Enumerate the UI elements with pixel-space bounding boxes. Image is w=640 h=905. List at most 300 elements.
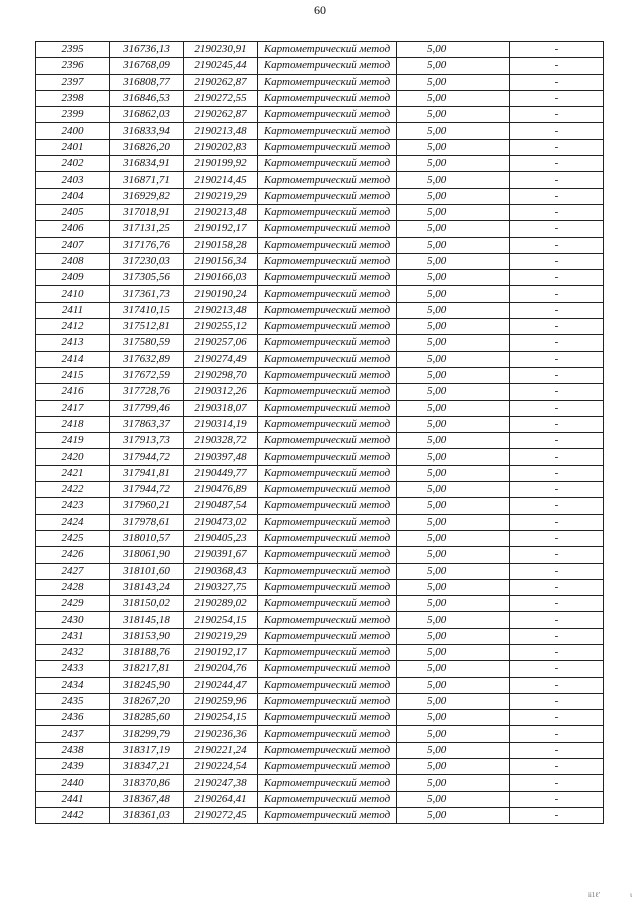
y-coordinate-cell: 2190199,92 [184, 156, 258, 172]
page-number: 60 [314, 3, 326, 17]
method-cell: Картометрический метод [258, 139, 397, 155]
x-coordinate-cell: 317131,25 [110, 221, 184, 237]
y-coordinate-cell: 2190487,54 [184, 498, 258, 514]
accuracy-cell: 5,00 [397, 677, 510, 693]
y-coordinate-cell: 2190262,87 [184, 74, 258, 90]
method-cell: Картометрический метод [258, 579, 397, 595]
accuracy-cell: 5,00 [397, 139, 510, 155]
method-cell: Картометрический метод [258, 90, 397, 106]
x-coordinate-cell: 316808,77 [110, 74, 184, 90]
x-coordinate-cell: 317944,72 [110, 482, 184, 498]
x-coordinate-cell: 317944,72 [110, 449, 184, 465]
point-number-cell: 2406 [36, 221, 110, 237]
method-cell: Картометрический метод [258, 253, 397, 269]
description-cell: - [510, 172, 604, 188]
method-cell: Картометрический метод [258, 367, 397, 383]
x-coordinate-cell: 318145,18 [110, 612, 184, 628]
table-row [36, 270, 604, 286]
description-cell: - [510, 596, 604, 612]
table-row [36, 775, 604, 791]
point-number-cell: 2418 [36, 416, 110, 432]
accuracy-cell: 5,00 [397, 172, 510, 188]
point-number-cell: 2440 [36, 775, 110, 791]
y-coordinate-cell: 2190202,83 [184, 139, 258, 155]
method-cell: Картометрический метод [258, 58, 397, 74]
y-coordinate-cell: 2190391,67 [184, 547, 258, 563]
description-cell: - [510, 612, 604, 628]
x-coordinate-cell: 318367,48 [110, 791, 184, 807]
accuracy-cell: 5,00 [397, 775, 510, 791]
footer-mark-2: ι [630, 891, 632, 899]
method-cell: Картометрический метод [258, 710, 397, 726]
accuracy-cell: 5,00 [397, 644, 510, 660]
table-row [36, 726, 604, 742]
method-cell: Картометрический метод [258, 775, 397, 791]
y-coordinate-cell: 2190298,70 [184, 367, 258, 383]
method-cell: Картометрический метод [258, 596, 397, 612]
point-number-cell: 2420 [36, 449, 110, 465]
accuracy-cell: 5,00 [397, 726, 510, 742]
description-cell: - [510, 579, 604, 595]
table-row [36, 530, 604, 546]
method-cell: Картометрический метод [258, 221, 397, 237]
description-cell: - [510, 433, 604, 449]
method-cell: Картометрический метод [258, 351, 397, 367]
x-coordinate-cell: 317941,81 [110, 465, 184, 481]
method-cell: Картометрический метод [258, 693, 397, 709]
accuracy-cell: 5,00 [397, 74, 510, 90]
y-coordinate-cell: 2190312,26 [184, 384, 258, 400]
method-cell: Картометрический метод [258, 237, 397, 253]
point-number-cell: 2411 [36, 302, 110, 318]
method-cell: Картометрический метод [258, 156, 397, 172]
x-coordinate-cell: 316834,91 [110, 156, 184, 172]
point-number-cell: 2434 [36, 677, 110, 693]
y-coordinate-cell: 2190219,29 [184, 628, 258, 644]
y-coordinate-cell: 2190192,17 [184, 644, 258, 660]
x-coordinate-cell: 317176,76 [110, 237, 184, 253]
point-number-cell: 2415 [36, 367, 110, 383]
description-cell: - [510, 42, 604, 58]
table-row [36, 156, 604, 172]
table-row [36, 384, 604, 400]
table-row [36, 58, 604, 74]
accuracy-cell: 5,00 [397, 498, 510, 514]
x-coordinate-cell: 317632,89 [110, 351, 184, 367]
method-cell: Картометрический метод [258, 482, 397, 498]
table-row [36, 286, 604, 302]
description-cell: - [510, 710, 604, 726]
method-cell: Картометрический метод [258, 465, 397, 481]
table-row [36, 449, 604, 465]
accuracy-cell: 5,00 [397, 482, 510, 498]
y-coordinate-cell: 2190397,48 [184, 449, 258, 465]
y-coordinate-cell: 2190214,45 [184, 172, 258, 188]
method-cell: Картометрический метод [258, 742, 397, 758]
accuracy-cell: 5,00 [397, 579, 510, 595]
table-row [36, 416, 604, 432]
description-cell: - [510, 449, 604, 465]
description-cell: - [510, 384, 604, 400]
y-coordinate-cell: 2190230,91 [184, 42, 258, 58]
table-body [36, 42, 604, 824]
point-number-cell: 2424 [36, 514, 110, 530]
accuracy-cell: 5,00 [397, 270, 510, 286]
accuracy-cell: 5,00 [397, 563, 510, 579]
y-coordinate-cell: 2190449,77 [184, 465, 258, 481]
point-number-cell: 2421 [36, 465, 110, 481]
x-coordinate-cell: 318101,60 [110, 563, 184, 579]
method-cell: Картометрический метод [258, 319, 397, 335]
accuracy-cell: 5,00 [397, 514, 510, 530]
description-cell: - [510, 270, 604, 286]
x-coordinate-cell: 318153,90 [110, 628, 184, 644]
description-cell: - [510, 677, 604, 693]
description-cell: - [510, 530, 604, 546]
table-row [36, 693, 604, 709]
y-coordinate-cell: 2190204,76 [184, 661, 258, 677]
table-row [36, 759, 604, 775]
point-number-cell: 2399 [36, 107, 110, 123]
description-cell: - [510, 726, 604, 742]
table-row [36, 42, 604, 58]
description-cell: - [510, 514, 604, 530]
point-number-cell: 2414 [36, 351, 110, 367]
accuracy-cell: 5,00 [397, 547, 510, 563]
table-row [36, 498, 604, 514]
accuracy-cell: 5,00 [397, 530, 510, 546]
x-coordinate-cell: 318245,90 [110, 677, 184, 693]
table-row [36, 172, 604, 188]
table-row [36, 139, 604, 155]
accuracy-cell: 5,00 [397, 742, 510, 758]
x-coordinate-cell: 316826,20 [110, 139, 184, 155]
x-coordinate-cell: 317960,21 [110, 498, 184, 514]
table-row [36, 90, 604, 106]
description-cell: - [510, 400, 604, 416]
accuracy-cell: 5,00 [397, 335, 510, 351]
method-cell: Картометрический метод [258, 759, 397, 775]
description-cell: - [510, 775, 604, 791]
table-row [36, 644, 604, 660]
accuracy-cell: 5,00 [397, 123, 510, 139]
description-cell: - [510, 221, 604, 237]
table-row [36, 107, 604, 123]
accuracy-cell: 5,00 [397, 253, 510, 269]
table-row [36, 302, 604, 318]
accuracy-cell: 5,00 [397, 107, 510, 123]
description-cell: - [510, 416, 604, 432]
point-number-cell: 2437 [36, 726, 110, 742]
y-coordinate-cell: 2190156,34 [184, 253, 258, 269]
y-coordinate-cell: 2190166,03 [184, 270, 258, 286]
table-row [36, 335, 604, 351]
y-coordinate-cell: 2190213,48 [184, 204, 258, 220]
method-cell: Картометрический метод [258, 107, 397, 123]
table-row [36, 661, 604, 677]
x-coordinate-cell: 318299,79 [110, 726, 184, 742]
method-cell: Картометрический метод [258, 416, 397, 432]
table-row [36, 237, 604, 253]
x-coordinate-cell: 317799,46 [110, 400, 184, 416]
y-coordinate-cell: 2190328,72 [184, 433, 258, 449]
x-coordinate-cell: 316833,94 [110, 123, 184, 139]
x-coordinate-cell: 316929,82 [110, 188, 184, 204]
accuracy-cell: 5,00 [397, 433, 510, 449]
x-coordinate-cell: 318347,21 [110, 759, 184, 775]
y-coordinate-cell: 2190221,24 [184, 742, 258, 758]
point-number-cell: 2427 [36, 563, 110, 579]
description-cell: - [510, 302, 604, 318]
description-cell: - [510, 563, 604, 579]
accuracy-cell: 5,00 [397, 449, 510, 465]
description-cell: - [510, 204, 604, 220]
y-coordinate-cell: 2190405,23 [184, 530, 258, 546]
accuracy-cell: 5,00 [397, 90, 510, 106]
accuracy-cell: 5,00 [397, 156, 510, 172]
x-coordinate-cell: 317230,03 [110, 253, 184, 269]
description-cell: - [510, 547, 604, 563]
description-cell: - [510, 465, 604, 481]
method-cell: Картометрический метод [258, 204, 397, 220]
method-cell: Картометрический метод [258, 335, 397, 351]
accuracy-cell: 5,00 [397, 384, 510, 400]
table-row [36, 612, 604, 628]
y-coordinate-cell: 2190259,96 [184, 693, 258, 709]
description-cell: - [510, 759, 604, 775]
point-number-cell: 2425 [36, 530, 110, 546]
method-cell: Картометрический метод [258, 74, 397, 90]
table-row [36, 188, 604, 204]
point-number-cell: 2416 [36, 384, 110, 400]
accuracy-cell: 5,00 [397, 204, 510, 220]
y-coordinate-cell: 2190245,44 [184, 58, 258, 74]
y-coordinate-cell: 2190289,02 [184, 596, 258, 612]
x-coordinate-cell: 318370,86 [110, 775, 184, 791]
accuracy-cell: 5,00 [397, 237, 510, 253]
accuracy-cell: 5,00 [397, 612, 510, 628]
accuracy-cell: 5,00 [397, 221, 510, 237]
accuracy-cell: 5,00 [397, 596, 510, 612]
method-cell: Картометрический метод [258, 791, 397, 807]
x-coordinate-cell: 318188,76 [110, 644, 184, 660]
method-cell: Картометрический метод [258, 547, 397, 563]
description-cell: - [510, 74, 604, 90]
point-number-cell: 2408 [36, 253, 110, 269]
point-number-cell: 2430 [36, 612, 110, 628]
method-cell: Картометрический метод [258, 628, 397, 644]
description-cell: - [510, 628, 604, 644]
description-cell: - [510, 107, 604, 123]
point-number-cell: 2405 [36, 204, 110, 220]
table-row [36, 123, 604, 139]
point-number-cell: 2432 [36, 644, 110, 660]
description-cell: - [510, 90, 604, 106]
y-coordinate-cell: 2190213,48 [184, 123, 258, 139]
description-cell: - [510, 661, 604, 677]
x-coordinate-cell: 318061,90 [110, 547, 184, 563]
point-number-cell: 2395 [36, 42, 110, 58]
description-cell: - [510, 693, 604, 709]
method-cell: Картометрический метод [258, 302, 397, 318]
point-number-cell: 2435 [36, 693, 110, 709]
y-coordinate-cell: 2190368,43 [184, 563, 258, 579]
method-cell: Картометрический метод [258, 661, 397, 677]
description-cell: - [510, 139, 604, 155]
point-number-cell: 2407 [36, 237, 110, 253]
accuracy-cell: 5,00 [397, 693, 510, 709]
x-coordinate-cell: 318267,20 [110, 693, 184, 709]
y-coordinate-cell: 2190236,36 [184, 726, 258, 742]
x-coordinate-cell: 316736,13 [110, 42, 184, 58]
y-coordinate-cell: 2190224,54 [184, 759, 258, 775]
footer-mark: ii1ℓ' [587, 891, 600, 899]
point-number-cell: 2429 [36, 596, 110, 612]
description-cell: - [510, 319, 604, 335]
point-number-cell: 2423 [36, 498, 110, 514]
method-cell: Картометрический метод [258, 286, 397, 302]
y-coordinate-cell: 2190473,02 [184, 514, 258, 530]
description-cell: - [510, 807, 604, 823]
y-coordinate-cell: 2190318,07 [184, 400, 258, 416]
y-coordinate-cell: 2190476,89 [184, 482, 258, 498]
description-cell: - [510, 286, 604, 302]
table-row [36, 204, 604, 220]
accuracy-cell: 5,00 [397, 791, 510, 807]
accuracy-cell: 5,00 [397, 465, 510, 481]
y-coordinate-cell: 2190247,38 [184, 775, 258, 791]
accuracy-cell: 5,00 [397, 367, 510, 383]
x-coordinate-cell: 318143,24 [110, 579, 184, 595]
method-cell: Картометрический метод [258, 677, 397, 693]
point-number-cell: 2426 [36, 547, 110, 563]
table-row [36, 677, 604, 693]
table-row [36, 482, 604, 498]
table-row [36, 742, 604, 758]
x-coordinate-cell: 318317,19 [110, 742, 184, 758]
y-coordinate-cell: 2190255,12 [184, 319, 258, 335]
x-coordinate-cell: 316871,71 [110, 172, 184, 188]
point-number-cell: 2436 [36, 710, 110, 726]
point-number-cell: 2431 [36, 628, 110, 644]
table-row [36, 319, 604, 335]
method-cell: Картометрический метод [258, 807, 397, 823]
description-cell: - [510, 644, 604, 660]
method-cell: Картометрический метод [258, 172, 397, 188]
method-cell: Картометрический метод [258, 498, 397, 514]
table-row [36, 596, 604, 612]
point-number-cell: 2439 [36, 759, 110, 775]
method-cell: Картометрический метод [258, 612, 397, 628]
accuracy-cell: 5,00 [397, 351, 510, 367]
y-coordinate-cell: 2190262,87 [184, 107, 258, 123]
y-coordinate-cell: 2190158,28 [184, 237, 258, 253]
method-cell: Картометрический метод [258, 400, 397, 416]
y-coordinate-cell: 2190314,19 [184, 416, 258, 432]
point-number-cell: 2441 [36, 791, 110, 807]
description-cell: - [510, 742, 604, 758]
description-cell: - [510, 156, 604, 172]
description-cell: - [510, 791, 604, 807]
point-number-cell: 2412 [36, 319, 110, 335]
point-number-cell: 2417 [36, 400, 110, 416]
method-cell: Картометрический метод [258, 270, 397, 286]
method-cell: Картометрический метод [258, 433, 397, 449]
x-coordinate-cell: 317580,59 [110, 335, 184, 351]
y-coordinate-cell: 2190272,45 [184, 807, 258, 823]
method-cell: Картометрический метод [258, 449, 397, 465]
table-row [36, 710, 604, 726]
table-row [36, 628, 604, 644]
accuracy-cell: 5,00 [397, 58, 510, 74]
point-number-cell: 2400 [36, 123, 110, 139]
method-cell: Картометрический метод [258, 530, 397, 546]
table-row [36, 563, 604, 579]
table-row [36, 400, 604, 416]
coordinates-table [35, 41, 604, 824]
point-number-cell: 2396 [36, 58, 110, 74]
method-cell: Картометрический метод [258, 644, 397, 660]
description-cell: - [510, 367, 604, 383]
x-coordinate-cell: 317863,37 [110, 416, 184, 432]
accuracy-cell: 5,00 [397, 188, 510, 204]
y-coordinate-cell: 2190244,47 [184, 677, 258, 693]
y-coordinate-cell: 2190213,48 [184, 302, 258, 318]
description-cell: - [510, 123, 604, 139]
accuracy-cell: 5,00 [397, 286, 510, 302]
point-number-cell: 2402 [36, 156, 110, 172]
x-coordinate-cell: 317361,73 [110, 286, 184, 302]
y-coordinate-cell: 2190190,24 [184, 286, 258, 302]
table-row [36, 807, 604, 823]
table-row [36, 547, 604, 563]
x-coordinate-cell: 318285,60 [110, 710, 184, 726]
method-cell: Картометрический метод [258, 514, 397, 530]
y-coordinate-cell: 2190274,49 [184, 351, 258, 367]
description-cell: - [510, 253, 604, 269]
y-coordinate-cell: 2190264,41 [184, 791, 258, 807]
y-coordinate-cell: 2190192,17 [184, 221, 258, 237]
y-coordinate-cell: 2190272,55 [184, 90, 258, 106]
table-row [36, 253, 604, 269]
x-coordinate-cell: 316846,53 [110, 90, 184, 106]
point-number-cell: 2404 [36, 188, 110, 204]
x-coordinate-cell: 317018,91 [110, 204, 184, 220]
point-number-cell: 2433 [36, 661, 110, 677]
x-coordinate-cell: 317672,59 [110, 367, 184, 383]
y-coordinate-cell: 2190219,29 [184, 188, 258, 204]
accuracy-cell: 5,00 [397, 416, 510, 432]
x-coordinate-cell: 318361,03 [110, 807, 184, 823]
accuracy-cell: 5,00 [397, 759, 510, 775]
description-cell: - [510, 237, 604, 253]
table-row [36, 221, 604, 237]
method-cell: Картометрический метод [258, 42, 397, 58]
accuracy-cell: 5,00 [397, 302, 510, 318]
x-coordinate-cell: 318217,81 [110, 661, 184, 677]
point-number-cell: 2403 [36, 172, 110, 188]
table-row [36, 367, 604, 383]
x-coordinate-cell: 318010,57 [110, 530, 184, 546]
accuracy-cell: 5,00 [397, 807, 510, 823]
x-coordinate-cell: 317410,15 [110, 302, 184, 318]
table-row [36, 791, 604, 807]
point-number-cell: 2410 [36, 286, 110, 302]
point-number-cell: 2409 [36, 270, 110, 286]
method-cell: Картометрический метод [258, 563, 397, 579]
x-coordinate-cell: 317728,76 [110, 384, 184, 400]
method-cell: Картометрический метод [258, 384, 397, 400]
